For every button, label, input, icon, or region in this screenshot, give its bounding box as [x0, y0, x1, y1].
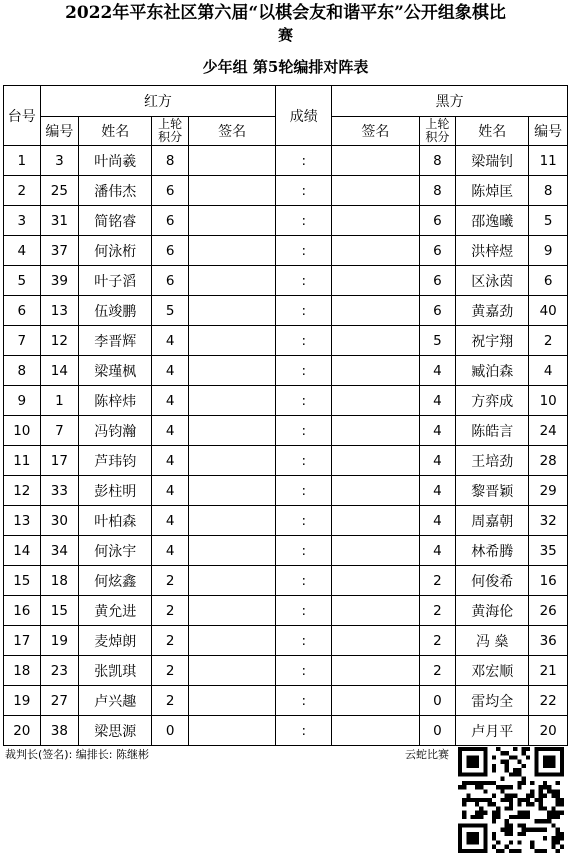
- red-prev-score-header: 上轮积分: [152, 117, 189, 146]
- board-cell: 9: [4, 386, 41, 416]
- table-row: [4, 176, 568, 206]
- red-prev-score-cell: 2: [152, 596, 189, 626]
- result-cell: :: [276, 566, 332, 596]
- red-prev-score-cell: 6: [152, 206, 189, 236]
- black-sign-cell: [332, 506, 419, 536]
- footer-brand: 云蛇比赛: [405, 748, 449, 761]
- black-prev-score-cell: 6: [419, 236, 456, 266]
- red-sign-cell: [188, 206, 275, 236]
- black-prev-score-cell: 4: [419, 356, 456, 386]
- black-sign-cell: [332, 386, 419, 416]
- red-name-cell: 陈梓炜: [79, 386, 152, 416]
- black-prev-score-cell: 2: [419, 596, 456, 626]
- black-number-cell: 36: [529, 626, 568, 656]
- black-name-cell: 陈皓言: [456, 416, 529, 446]
- black-name-cell: 邵逸曦: [456, 206, 529, 236]
- red-sign-cell: [188, 446, 275, 476]
- table-row: [4, 146, 568, 176]
- red-sign-cell: [188, 656, 275, 686]
- board-cell: 16: [4, 596, 41, 626]
- black-sign-cell: [332, 176, 419, 206]
- board-cell: 19: [4, 686, 41, 716]
- result-cell: :: [276, 416, 332, 446]
- red-number-cell: 14: [40, 356, 79, 386]
- red-prev-score-cell: 6: [152, 266, 189, 296]
- black-name-cell: 雷均全: [456, 686, 529, 716]
- black-name-cell: 卢月平: [456, 716, 529, 746]
- red-number-cell: 34: [40, 536, 79, 566]
- red-number-cell: 23: [40, 656, 79, 686]
- black-name-cell: 冯 燊: [456, 626, 529, 656]
- red-number-cell: 38: [40, 716, 79, 746]
- black-sign-cell: [332, 446, 419, 476]
- red-side-header: 红方: [40, 86, 276, 117]
- black-name-cell: 祝宇翔: [456, 326, 529, 356]
- black-sign-header: 签名: [332, 117, 419, 146]
- black-number-cell: 29: [529, 476, 568, 506]
- red-number-cell: 15: [40, 596, 79, 626]
- black-sign-cell: [332, 596, 419, 626]
- red-prev-score-cell: 4: [152, 446, 189, 476]
- black-name-cell: 何俊希: [456, 566, 529, 596]
- black-number-cell: 5: [529, 206, 568, 236]
- red-number-cell: 17: [40, 446, 79, 476]
- red-name-cell: 芦玮钧: [79, 446, 152, 476]
- red-sign-cell: [188, 686, 275, 716]
- black-prev-score-cell: 8: [419, 146, 456, 176]
- table-row: [4, 506, 568, 536]
- black-name-cell: 周嘉朝: [456, 506, 529, 536]
- black-number-cell: 16: [529, 566, 568, 596]
- black-name-cell: 黄海伦: [456, 596, 529, 626]
- red-sign-cell: [188, 386, 275, 416]
- result-cell: :: [276, 506, 332, 536]
- table-row: [4, 566, 568, 596]
- page-subtitle: 少年组 第5轮编排对阵表: [202, 58, 369, 76]
- red-name-cell: 何泳宇: [79, 536, 152, 566]
- qr-code: [456, 747, 566, 853]
- black-number-header: 编号: [529, 117, 568, 146]
- table-row: [4, 686, 568, 716]
- black-sign-cell: [332, 266, 419, 296]
- black-number-cell: 40: [529, 296, 568, 326]
- black-number-cell: 21: [529, 656, 568, 686]
- table-row: [4, 296, 568, 326]
- board-cell: 17: [4, 626, 41, 656]
- black-sign-cell: [332, 326, 419, 356]
- result-cell: :: [276, 716, 332, 746]
- red-name-cell: 潘伟杰: [79, 176, 152, 206]
- red-sign-cell: [188, 596, 275, 626]
- black-name-cell: 邓宏顺: [456, 656, 529, 686]
- red-number-cell: 12: [40, 326, 79, 356]
- result-cell: :: [276, 356, 332, 386]
- red-prev-score-cell: 4: [152, 506, 189, 536]
- red-sign-cell: [188, 506, 275, 536]
- red-prev-score-cell: 4: [152, 386, 189, 416]
- red-name-cell: 冯钧瀚: [79, 416, 152, 446]
- red-number-cell: 37: [40, 236, 79, 266]
- result-cell: :: [276, 476, 332, 506]
- black-number-cell: 22: [529, 686, 568, 716]
- black-number-cell: 35: [529, 536, 568, 566]
- title-line-2: 赛: [277, 26, 293, 44]
- red-number-cell: 39: [40, 266, 79, 296]
- red-number-cell: 13: [40, 296, 79, 326]
- result-cell: :: [276, 536, 332, 566]
- black-sign-cell: [332, 626, 419, 656]
- black-sign-cell: [332, 236, 419, 266]
- black-prev-score-cell: 4: [419, 446, 456, 476]
- result-cell: :: [276, 446, 332, 476]
- red-sign-cell: [188, 146, 275, 176]
- result-cell: :: [276, 386, 332, 416]
- table-row: [4, 446, 568, 476]
- black-number-cell: 6: [529, 266, 568, 296]
- red-sign-cell: [188, 356, 275, 386]
- black-number-cell: 20: [529, 716, 568, 746]
- red-name-cell: 叶柏森: [79, 506, 152, 536]
- red-sign-cell: [188, 176, 275, 206]
- red-name-cell: 彭柱明: [79, 476, 152, 506]
- result-cell: :: [276, 176, 332, 206]
- black-sign-cell: [332, 536, 419, 566]
- board-cell: 2: [4, 176, 41, 206]
- board-cell: 20: [4, 716, 41, 746]
- red-number-cell: 31: [40, 206, 79, 236]
- black-prev-score-cell: 4: [419, 506, 456, 536]
- red-name-header: 姓名: [79, 117, 152, 146]
- black-prev-score-cell: 4: [419, 386, 456, 416]
- board-cell: 11: [4, 446, 41, 476]
- black-name-cell: 王培劲: [456, 446, 529, 476]
- red-name-cell: 黄允进: [79, 596, 152, 626]
- board-cell: 5: [4, 266, 41, 296]
- black-number-cell: 28: [529, 446, 568, 476]
- red-sign-cell: [188, 716, 275, 746]
- result-cell: :: [276, 266, 332, 296]
- red-name-cell: 麦焯朗: [79, 626, 152, 656]
- board-cell: 4: [4, 236, 41, 266]
- board-cell: 6: [4, 296, 41, 326]
- result-cell: :: [276, 326, 332, 356]
- table-row: [4, 266, 568, 296]
- red-sign-cell: [188, 476, 275, 506]
- footer-signatures: 裁判长(签名): 编排长: 陈继彬: [5, 748, 149, 761]
- board-cell: 15: [4, 566, 41, 596]
- red-name-cell: 叶尚羲: [79, 146, 152, 176]
- red-prev-score-cell: 4: [152, 416, 189, 446]
- black-name-cell: 方弈成: [456, 386, 529, 416]
- black-number-cell: 2: [529, 326, 568, 356]
- black-sign-cell: [332, 566, 419, 596]
- red-prev-score-cell: 4: [152, 536, 189, 566]
- black-sign-cell: [332, 656, 419, 686]
- black-name-cell: 洪梓煜: [456, 236, 529, 266]
- black-prev-score-cell: 0: [419, 716, 456, 746]
- black-name-cell: 陈焯匡: [456, 176, 529, 206]
- red-sign-cell: [188, 266, 275, 296]
- black-name-header: 姓名: [456, 117, 529, 146]
- table-row: [4, 626, 568, 656]
- red-name-cell: 梁思源: [79, 716, 152, 746]
- black-prev-score-cell: 4: [419, 476, 456, 506]
- red-name-cell: 梁瑾枫: [79, 356, 152, 386]
- table-row: [4, 326, 568, 356]
- red-prev-score-cell: 4: [152, 356, 189, 386]
- board-cell: 12: [4, 476, 41, 506]
- red-name-cell: 简铭睿: [79, 206, 152, 236]
- result-header: 成绩: [276, 86, 332, 146]
- black-sign-cell: [332, 686, 419, 716]
- red-prev-score-cell: 2: [152, 566, 189, 596]
- red-name-cell: 何泳桁: [79, 236, 152, 266]
- result-cell: :: [276, 206, 332, 236]
- red-name-cell: 张凯琪: [79, 656, 152, 686]
- black-number-cell: 11: [529, 146, 568, 176]
- black-prev-score-cell: 6: [419, 206, 456, 236]
- black-prev-score-cell: 6: [419, 296, 456, 326]
- result-cell: :: [276, 686, 332, 716]
- red-number-header: 编号: [40, 117, 79, 146]
- red-name-cell: 卢兴趣: [79, 686, 152, 716]
- black-name-cell: 林希腾: [456, 536, 529, 566]
- result-cell: :: [276, 146, 332, 176]
- board-cell: 1: [4, 146, 41, 176]
- black-prev-score-cell: 2: [419, 566, 456, 596]
- result-cell: :: [276, 296, 332, 326]
- pairing-table: [3, 85, 568, 746]
- black-prev-score-cell: 2: [419, 656, 456, 686]
- red-prev-score-cell: 6: [152, 236, 189, 266]
- red-prev-score-cell: 2: [152, 626, 189, 656]
- red-number-cell: 25: [40, 176, 79, 206]
- board-cell: 7: [4, 326, 41, 356]
- black-number-cell: 10: [529, 386, 568, 416]
- black-sign-cell: [332, 146, 419, 176]
- red-number-cell: 3: [40, 146, 79, 176]
- table-row: [4, 416, 568, 446]
- red-sign-cell: [188, 236, 275, 266]
- board-cell: 3: [4, 206, 41, 236]
- table-row: [4, 656, 568, 686]
- black-prev-score-cell: 6: [419, 266, 456, 296]
- red-prev-score-cell: 4: [152, 476, 189, 506]
- table-row: [4, 596, 568, 626]
- red-name-cell: 李晋辉: [79, 326, 152, 356]
- title-line-1: 2022年平东社区第六届“以棋会友和谐平东”公开组象棋比: [65, 3, 506, 23]
- table-row: [4, 536, 568, 566]
- result-cell: :: [276, 626, 332, 656]
- black-name-cell: 区泳茵: [456, 266, 529, 296]
- black-name-cell: 黄嘉劲: [456, 296, 529, 326]
- black-number-cell: 24: [529, 416, 568, 446]
- table-row: [4, 206, 568, 236]
- black-side-header: 黑方: [332, 86, 568, 117]
- result-cell: :: [276, 236, 332, 266]
- page-title: [0, 2, 571, 46]
- red-sign-cell: [188, 296, 275, 326]
- black-sign-cell: [332, 716, 419, 746]
- black-name-cell: 臧泊森: [456, 356, 529, 386]
- red-prev-score-cell: 8: [152, 146, 189, 176]
- red-prev-score-cell: 5: [152, 296, 189, 326]
- red-prev-score-cell: 6: [152, 176, 189, 206]
- red-number-cell: 19: [40, 626, 79, 656]
- black-sign-cell: [332, 356, 419, 386]
- red-number-cell: 1: [40, 386, 79, 416]
- board-header: 台号: [4, 86, 41, 146]
- red-name-cell: 叶子滔: [79, 266, 152, 296]
- board-cell: 8: [4, 356, 41, 386]
- red-sign-cell: [188, 566, 275, 596]
- red-prev-score-cell: 4: [152, 326, 189, 356]
- black-number-cell: 26: [529, 596, 568, 626]
- red-sign-header: 签名: [188, 117, 275, 146]
- black-prev-score-cell: 4: [419, 416, 456, 446]
- red-name-cell: 伍竣鹏: [79, 296, 152, 326]
- black-prev-score-cell: 0: [419, 686, 456, 716]
- red-prev-score-cell: 0: [152, 716, 189, 746]
- table-row: [4, 236, 568, 266]
- black-prev-score-header: 上轮积分: [419, 117, 456, 146]
- red-sign-cell: [188, 626, 275, 656]
- red-sign-cell: [188, 536, 275, 566]
- black-sign-cell: [332, 206, 419, 236]
- black-number-cell: 8: [529, 176, 568, 206]
- black-sign-cell: [332, 416, 419, 446]
- black-number-cell: 32: [529, 506, 568, 536]
- red-sign-cell: [188, 326, 275, 356]
- board-cell: 14: [4, 536, 41, 566]
- table-row: [4, 716, 568, 746]
- table-row: [4, 386, 568, 416]
- red-number-cell: 18: [40, 566, 79, 596]
- board-cell: 13: [4, 506, 41, 536]
- result-cell: :: [276, 656, 332, 686]
- black-number-cell: 4: [529, 356, 568, 386]
- red-prev-score-cell: 2: [152, 686, 189, 716]
- black-name-cell: 梁瑞钊: [456, 146, 529, 176]
- red-number-cell: 27: [40, 686, 79, 716]
- black-number-cell: 9: [529, 236, 568, 266]
- red-number-cell: 30: [40, 506, 79, 536]
- black-sign-cell: [332, 296, 419, 326]
- black-name-cell: 黎晋颖: [456, 476, 529, 506]
- red-sign-cell: [188, 416, 275, 446]
- red-prev-score-cell: 2: [152, 656, 189, 686]
- black-prev-score-cell: 8: [419, 176, 456, 206]
- red-name-cell: 何炫鑫: [79, 566, 152, 596]
- black-prev-score-cell: 5: [419, 326, 456, 356]
- black-sign-cell: [332, 476, 419, 506]
- red-number-cell: 33: [40, 476, 79, 506]
- board-cell: 18: [4, 656, 41, 686]
- table-row: [4, 356, 568, 386]
- table-row: [4, 476, 568, 506]
- black-prev-score-cell: 4: [419, 536, 456, 566]
- board-cell: 10: [4, 416, 41, 446]
- red-number-cell: 7: [40, 416, 79, 446]
- black-prev-score-cell: 2: [419, 626, 456, 656]
- result-cell: :: [276, 596, 332, 626]
